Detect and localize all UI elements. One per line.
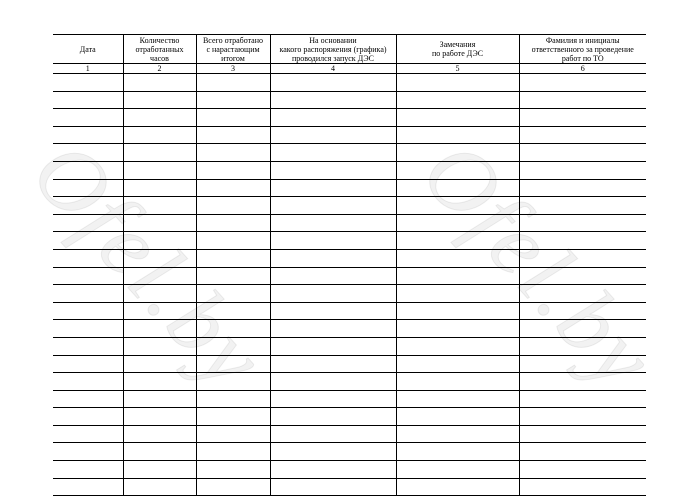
table-cell [53,232,123,250]
header-responsible-person: Фамилия и инициалы ответственного за проведение работ по ТО [519,35,646,64]
table-cell [123,214,196,232]
table-cell [270,355,396,373]
table-cell [519,337,646,355]
table-cell [123,267,196,285]
table-cell [396,337,519,355]
table-cell [519,408,646,426]
table-cell [396,179,519,197]
table-cell [270,373,396,391]
table-cell [519,285,646,303]
column-number: 4 [270,64,396,74]
table-row [53,443,646,461]
table-cell [53,285,123,303]
table-cell [396,390,519,408]
table-cell [396,91,519,109]
table-cell [53,320,123,338]
table-cell [270,144,396,162]
table-cell [396,267,519,285]
table-cell [270,443,396,461]
table-cell [519,91,646,109]
table-cell [519,109,646,127]
table-cell [123,355,196,373]
table-cell [53,74,123,92]
table-row [53,408,646,426]
table-cell [396,232,519,250]
table-cell [196,390,270,408]
table-cell [53,302,123,320]
table-cell [53,337,123,355]
table-cell [53,408,123,426]
table-cell [196,425,270,443]
table-cell [519,373,646,391]
table-cell [396,144,519,162]
table-cell [123,443,196,461]
table-row [53,390,646,408]
table-cell [196,285,270,303]
table-cell [519,320,646,338]
table-cell [196,126,270,144]
table-row [53,320,646,338]
table-cell [123,161,196,179]
table-cell [53,144,123,162]
table-cell [519,267,646,285]
table-cell [123,390,196,408]
table-cell [196,232,270,250]
table-cell [519,249,646,267]
table-row [53,285,646,303]
table-cell [519,478,646,496]
table-cell [53,373,123,391]
table-cell [270,425,396,443]
table-cell [196,478,270,496]
table-cell [123,91,196,109]
table-cell [196,461,270,479]
header-launch-basis: На основании какого распоряжения (графика) проводился запуск ДЭС [270,35,396,64]
header-total-cumulative: Всего отработано с нарастающим итогом [196,35,270,64]
table-cell [519,461,646,479]
table-cell [53,478,123,496]
table-cell [270,214,396,232]
table-cell [270,232,396,250]
header-remarks: Замечания по работе ДЭС [396,35,519,64]
table-row [53,425,646,443]
table-cell [123,302,196,320]
table-row [53,109,646,127]
table-row [53,74,646,92]
table-cell [123,461,196,479]
table-cell [519,126,646,144]
table-cell [196,91,270,109]
table-cell [53,425,123,443]
table-cell [196,109,270,127]
table-cell [53,109,123,127]
table-cell [196,144,270,162]
table-cell [123,320,196,338]
table-cell [53,126,123,144]
table-cell [196,267,270,285]
table-row [53,161,646,179]
table-cell [123,337,196,355]
column-number: 2 [123,64,196,74]
table-cell [270,478,396,496]
table-cell [196,179,270,197]
column-number-row [53,64,646,74]
table-row [53,91,646,109]
table-cell [196,161,270,179]
table-cell [396,461,519,479]
table-cell [270,197,396,215]
table-cell [196,74,270,92]
table-cell [123,408,196,426]
table-cell [53,390,123,408]
table-row [53,373,646,391]
table-row [53,144,646,162]
table-cell [270,285,396,303]
table-cell [270,461,396,479]
table-cell [53,267,123,285]
table-cell [396,126,519,144]
table-cell [270,408,396,426]
table-cell [53,249,123,267]
table-row [53,267,646,285]
table-cell [270,109,396,127]
table-row [53,214,646,232]
table-cell [396,443,519,461]
table-cell [270,390,396,408]
watermark-right: Ofel.by [402,121,677,410]
table-cell [396,109,519,127]
table-row [53,337,646,355]
table-cell [196,197,270,215]
table-cell [396,302,519,320]
header-date: Дата [53,35,123,64]
table-cell [270,126,396,144]
table-cell [270,91,396,109]
table-cell [396,197,519,215]
table-cell [396,214,519,232]
table-row [53,126,646,144]
table-cell [519,144,646,162]
table-cell [396,478,519,496]
table-cell [396,320,519,338]
table-cell [270,179,396,197]
table-cell [53,214,123,232]
table-cell [123,425,196,443]
table-cell [396,161,519,179]
table-cell [396,249,519,267]
table-cell [123,109,196,127]
table-cell [123,285,196,303]
table-cell [519,179,646,197]
header-hours-worked: Количество отработанных часов [123,35,196,64]
table-cell [270,302,396,320]
table-cell [123,126,196,144]
table-cell [396,425,519,443]
table-cell [123,197,196,215]
header-row [53,35,646,64]
table-cell [123,179,196,197]
table-cell [519,74,646,92]
table-cell [53,91,123,109]
table-cell [270,249,396,267]
table-cell [53,355,123,373]
table-cell [270,337,396,355]
table-cell [196,214,270,232]
table-row [53,302,646,320]
table-cell [196,337,270,355]
table-row [53,232,646,250]
table-row [53,478,646,496]
table-cell [196,408,270,426]
table-row [53,179,646,197]
table-cell [519,197,646,215]
table-cell [196,249,270,267]
table-cell [196,320,270,338]
table-cell [53,161,123,179]
table-row [53,197,646,215]
dg-operation-log-table [53,34,646,496]
table-row [53,355,646,373]
table-cell [519,425,646,443]
table-cell [123,249,196,267]
table-body [53,74,646,496]
table-cell [123,478,196,496]
table-cell [519,355,646,373]
column-number: 5 [396,64,519,74]
table-cell [123,232,196,250]
table-row [53,249,646,267]
table-cell [123,74,196,92]
table-cell [270,320,396,338]
table-cell [519,232,646,250]
table-cell [519,214,646,232]
table-cell [196,302,270,320]
table-cell [396,355,519,373]
table-cell [396,74,519,92]
table-cell [270,161,396,179]
table-cell [123,373,196,391]
column-number: 3 [196,64,270,74]
table-cell [396,285,519,303]
table-cell [53,443,123,461]
table-cell [270,267,396,285]
table-row [53,461,646,479]
table-cell [53,461,123,479]
table-cell [519,390,646,408]
table-cell [396,373,519,391]
watermark-left: Ofel.by [12,121,287,410]
column-number: 6 [519,64,646,74]
table-cell [519,302,646,320]
table-cell [196,355,270,373]
table-cell [519,443,646,461]
table-cell [196,443,270,461]
table-cell [123,144,196,162]
column-number: 1 [53,64,123,74]
table-cell [53,197,123,215]
table-cell [270,74,396,92]
table-cell [53,179,123,197]
table-cell [396,408,519,426]
table-cell [196,373,270,391]
table-cell [519,161,646,179]
